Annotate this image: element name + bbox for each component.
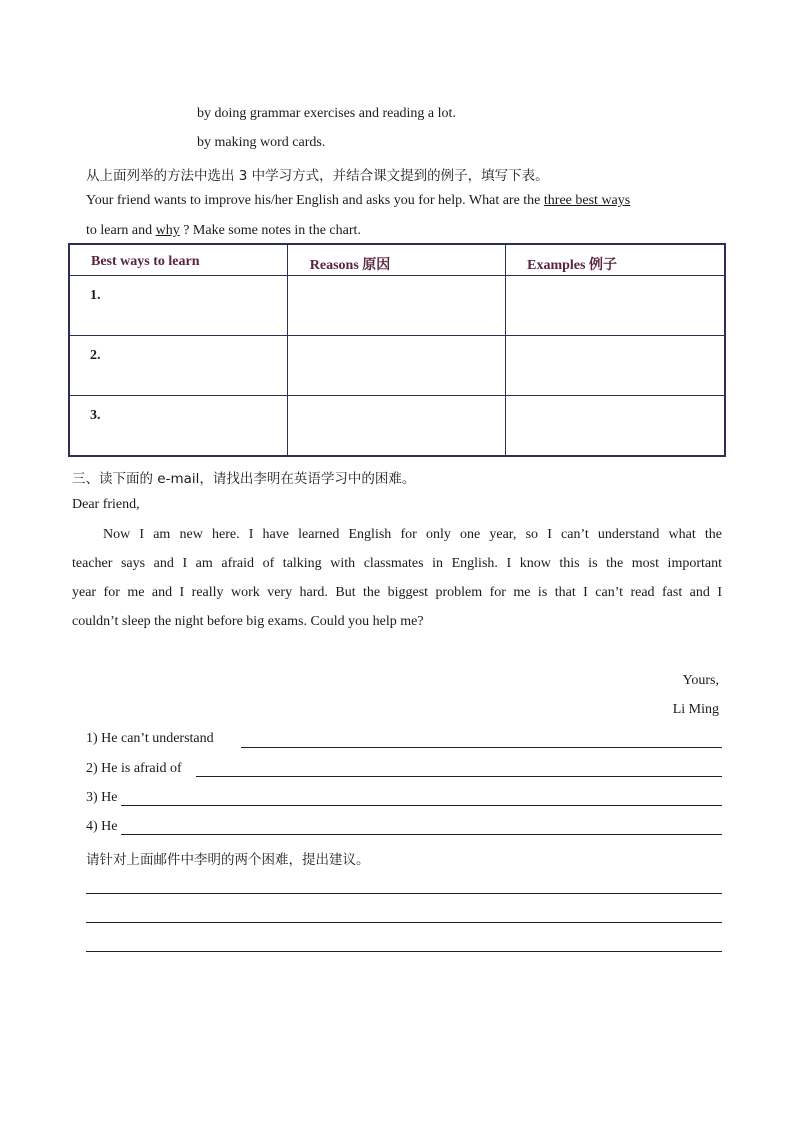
prompt-line-1 <box>86 193 721 209</box>
prompt-text-2: to learn and <box>86 223 156 238</box>
row-number: 2. <box>90 348 101 363</box>
header-reasons-label: Reasons 原因 <box>309 258 391 273</box>
way-cell[interactable] <box>69 396 287 457</box>
example-cell[interactable] <box>506 396 725 457</box>
reason-cell[interactable] <box>287 276 505 336</box>
example-cell[interactable] <box>506 276 725 336</box>
row-number: 1. <box>90 288 101 303</box>
reason-cell[interactable] <box>287 396 505 457</box>
answer-line-4[interactable] <box>121 834 722 835</box>
suggestion-instruction: 请针对上面邮件中李明的两个困难，提出建议。 <box>86 852 370 868</box>
letter-line: Now I am new here. I have learned English for only one year, so I can’t understand what the <box>103 527 722 542</box>
prompt-line-2 <box>86 223 361 239</box>
header-reasons <box>287 244 505 276</box>
instruction-chinese: 从上面列举的方法中选出 3 中学习方式，并结合课文提到的例子，填写下表。 <box>86 168 549 184</box>
question-4-label: 4) He <box>86 819 118 834</box>
question-3-label: 3) He <box>86 790 118 805</box>
answer-line-3[interactable] <box>121 805 722 806</box>
suggestion-line-1[interactable] <box>86 893 722 894</box>
letter-line: teacher says and I am afraid of talking with classmates in English. I know this is the most important <box>72 556 722 571</box>
letter-closing: Yours, <box>682 673 719 688</box>
header-best-ways <box>69 244 287 276</box>
letter-line: year for me and I really work very hard. But the biggest problem for me is that I can’t read fast and I <box>72 585 722 600</box>
letter-greeting: Dear friend, <box>72 497 140 512</box>
prompt-text-3: ? Make some notes in the chart. <box>179 223 361 238</box>
chart-row <box>69 336 725 396</box>
notes-chart <box>68 243 726 457</box>
answer-line-2[interactable] <box>196 776 722 777</box>
letter-signature: Li Ming <box>672 702 719 717</box>
header-best-ways-label: Best ways to learn <box>91 254 200 269</box>
chart-row <box>69 276 725 336</box>
way-cell[interactable] <box>69 276 287 336</box>
letter-line: couldn’t sleep the night before big exams. Could you help me? <box>72 614 424 629</box>
question-1-label: 1) He can’t understand <box>86 731 214 746</box>
prompt-underlined-best-ways: three best ways <box>543 193 631 208</box>
letter-body <box>72 520 722 636</box>
header-examples <box>506 244 725 276</box>
question-2-label: 2) He is afraid of <box>86 761 182 776</box>
suggestion-line-2[interactable] <box>86 922 722 923</box>
chart-row <box>69 396 725 457</box>
method-word-cards: by making word cards. <box>197 135 326 150</box>
method-grammar: by doing grammar exercises and reading a lot. <box>197 106 456 121</box>
example-cell[interactable] <box>506 336 725 396</box>
answer-line-1[interactable] <box>241 747 722 748</box>
prompt-text: Your friend wants to improve his/her English and asks you for help. What are the <box>86 193 544 208</box>
prompt-underlined-why: why <box>155 223 180 238</box>
reason-cell[interactable] <box>287 336 505 396</box>
way-cell[interactable] <box>69 336 287 396</box>
suggestion-line-3[interactable] <box>86 951 722 952</box>
section-3-title: 三、读下面的 e-mail，请找出李明在英语学习中的困难。 <box>72 471 416 487</box>
chart-header-row <box>69 244 725 276</box>
row-number: 3. <box>90 408 101 423</box>
header-examples-label: Examples 例子 <box>527 258 617 273</box>
